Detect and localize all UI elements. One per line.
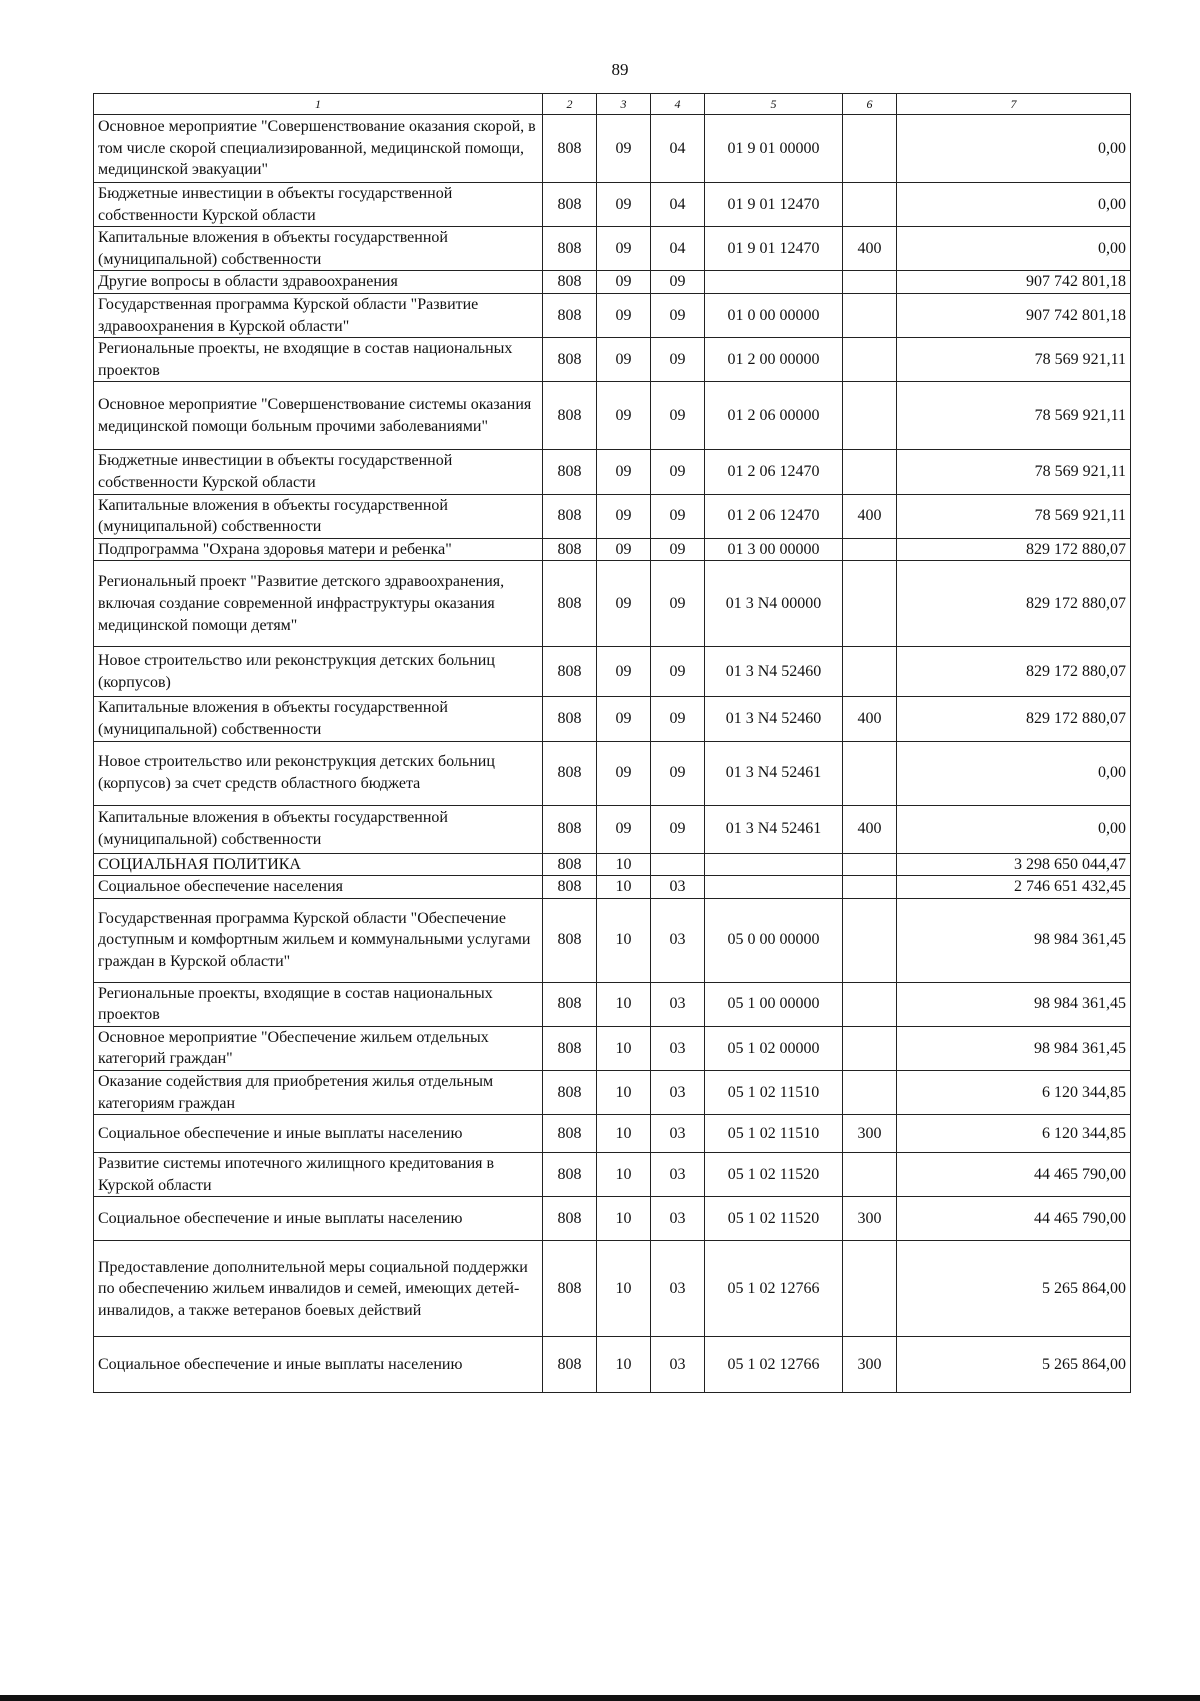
admin-code-cell: 808: [543, 1026, 597, 1070]
admin-code-cell: 808: [543, 1337, 597, 1393]
section-code-cell: 09: [597, 450, 651, 494]
amount-cell: 6 120 344,85: [897, 1115, 1131, 1153]
target-article-cell: 01 3 N4 52460: [705, 647, 843, 697]
row-name-cell: Капитальные вложения в объекты государственной (муниципальной) собственности: [94, 494, 543, 538]
expense-type-cell: 300: [843, 1197, 897, 1241]
expense-type-cell: [843, 982, 897, 1026]
amount-cell: 78 569 921,11: [897, 382, 1131, 450]
row-name-cell: Развитие системы ипотечного жилищного кредитования в Курской области: [94, 1153, 543, 1197]
target-article-cell: 05 1 02 11520: [705, 1153, 843, 1197]
subsection-code-cell: 04: [651, 115, 705, 183]
amount-cell: 78 569 921,11: [897, 450, 1131, 494]
row-name-cell: Основное мероприятие "Совершенствование оказания скорой, в том числе скорой специализированной, медицинской помощи, медицинской эвакуации": [94, 115, 543, 183]
amount-cell: 6 120 344,85: [897, 1071, 1131, 1115]
target-article-cell: [705, 853, 843, 876]
expense-type-cell: [843, 183, 897, 227]
admin-code-cell: 808: [543, 1115, 597, 1153]
table-row: [94, 1153, 1131, 1197]
subsection-code-cell: 03: [651, 1197, 705, 1241]
target-article-cell: 01 3 N4 00000: [705, 561, 843, 647]
table-row: [94, 227, 1131, 271]
table-row: [94, 1026, 1131, 1070]
subsection-code-cell: 09: [651, 647, 705, 697]
subsection-code-cell: 03: [651, 1026, 705, 1070]
subsection-code-cell: 09: [651, 338, 705, 382]
table-row: [94, 741, 1131, 805]
expense-type-cell: [843, 450, 897, 494]
target-article-cell: 01 3 N4 52461: [705, 741, 843, 805]
amount-cell: 3 298 650 044,47: [897, 853, 1131, 876]
row-name-cell: Предоставление дополнительной меры социальной поддержки по обеспечению жильем инвалидов и семей, имеющих детей-инвалидов, а также ветеранов боевых действий: [94, 1241, 543, 1337]
admin-code-cell: 808: [543, 982, 597, 1026]
target-article-cell: 01 2 06 12470: [705, 494, 843, 538]
table-body: [94, 115, 1131, 1393]
row-name-cell: СОЦИАЛЬНАЯ ПОЛИТИКА: [94, 853, 543, 876]
target-article-cell: 01 3 00 00000: [705, 538, 843, 561]
subsection-code-cell: 09: [651, 271, 705, 294]
expense-type-cell: [843, 1153, 897, 1197]
expense-type-cell: 300: [843, 1115, 897, 1153]
admin-code-cell: 808: [543, 1153, 597, 1197]
section-code-cell: 09: [597, 741, 651, 805]
section-code-cell: 09: [597, 805, 651, 853]
row-name-cell: Бюджетные инвестиции в объекты государственной собственности Курской области: [94, 183, 543, 227]
subsection-code-cell: 04: [651, 227, 705, 271]
expense-type-cell: [843, 338, 897, 382]
admin-code-cell: 808: [543, 697, 597, 741]
expense-type-cell: 400: [843, 805, 897, 853]
admin-code-cell: 808: [543, 898, 597, 982]
row-name-cell: Новое строительство или реконструкция детских больниц (корпусов): [94, 647, 543, 697]
budget-table: [93, 93, 1131, 1393]
table-row: [94, 271, 1131, 294]
target-article-cell: 01 3 N4 52460: [705, 697, 843, 741]
table-row: [94, 1115, 1131, 1153]
expense-type-cell: 300: [843, 1337, 897, 1393]
row-name-cell: Региональный проект "Развитие детского здравоохранения, включая создание современной инфраструктуры оказания медицинской помощи детям": [94, 561, 543, 647]
table-row: [94, 876, 1131, 899]
table-row: [94, 1337, 1131, 1393]
table-row: [94, 561, 1131, 647]
subsection-code-cell: 03: [651, 1241, 705, 1337]
admin-code-cell: 808: [543, 115, 597, 183]
admin-code-cell: 808: [543, 1197, 597, 1241]
target-article-cell: 05 1 02 11510: [705, 1115, 843, 1153]
subsection-code-cell: 03: [651, 898, 705, 982]
row-name-cell: Региональные проекты, не входящие в состав национальных проектов: [94, 338, 543, 382]
section-code-cell: 10: [597, 1115, 651, 1153]
section-code-cell: 09: [597, 494, 651, 538]
section-code-cell: 10: [597, 876, 651, 899]
table-row: [94, 805, 1131, 853]
target-article-cell: 01 2 06 12470: [705, 450, 843, 494]
section-code-cell: 10: [597, 1026, 651, 1070]
row-name-cell: Социальное обеспечение и иные выплаты населению: [94, 1197, 543, 1241]
amount-cell: 78 569 921,11: [897, 494, 1131, 538]
target-article-cell: 05 1 02 12766: [705, 1337, 843, 1393]
section-code-cell: 10: [597, 1241, 651, 1337]
column-number: 2: [543, 94, 597, 115]
subsection-code-cell: 04: [651, 183, 705, 227]
row-name-cell: Социальное обеспечение и иные выплаты населению: [94, 1337, 543, 1393]
expense-type-cell: [843, 115, 897, 183]
amount-cell: 829 172 880,07: [897, 697, 1131, 741]
column-number: 4: [651, 94, 705, 115]
admin-code-cell: 808: [543, 183, 597, 227]
table-row: [94, 338, 1131, 382]
section-code-cell: 09: [597, 293, 651, 337]
section-code-cell: 09: [597, 271, 651, 294]
expense-type-cell: [843, 876, 897, 899]
admin-code-cell: 808: [543, 853, 597, 876]
subsection-code-cell: 03: [651, 876, 705, 899]
section-code-cell: 10: [597, 1153, 651, 1197]
admin-code-cell: 808: [543, 1241, 597, 1337]
table-row: [94, 853, 1131, 876]
row-name-cell: Государственная программа Курской области "Обеспечение доступным и комфортным жильем и коммунальными услугами граждан в Курской области": [94, 898, 543, 982]
row-name-cell: Капитальные вложения в объекты государственной (муниципальной) собственности: [94, 697, 543, 741]
table-row: [94, 538, 1131, 561]
expense-type-cell: [843, 382, 897, 450]
section-code-cell: 10: [597, 1071, 651, 1115]
row-name-cell: Основное мероприятие "Совершенствование системы оказания медицинской помощи больным прочими заболеваниями": [94, 382, 543, 450]
column-number-row: [94, 94, 1131, 115]
amount-cell: 2 746 651 432,45: [897, 876, 1131, 899]
row-name-cell: Основное мероприятие "Обеспечение жильем отдельных категорий граждан": [94, 1026, 543, 1070]
subsection-code-cell: 09: [651, 450, 705, 494]
table-row: [94, 382, 1131, 450]
subsection-code-cell: 09: [651, 561, 705, 647]
column-number: 7: [897, 94, 1131, 115]
admin-code-cell: 808: [543, 1071, 597, 1115]
amount-cell: 907 742 801,18: [897, 271, 1131, 294]
section-code-cell: 10: [597, 1337, 651, 1393]
expense-type-cell: 400: [843, 227, 897, 271]
subsection-code-cell: 03: [651, 1115, 705, 1153]
admin-code-cell: 808: [543, 805, 597, 853]
section-code-cell: 09: [597, 382, 651, 450]
row-name-cell: Капитальные вложения в объекты государственной (муниципальной) собственности: [94, 805, 543, 853]
expense-type-cell: 400: [843, 697, 897, 741]
target-article-cell: [705, 876, 843, 899]
amount-cell: 829 172 880,07: [897, 538, 1131, 561]
target-article-cell: [705, 271, 843, 294]
row-name-cell: Другие вопросы в области здравоохранения: [94, 271, 543, 294]
amount-cell: 0,00: [897, 805, 1131, 853]
row-name-cell: Социальное обеспечение и иные выплаты населению: [94, 1115, 543, 1153]
admin-code-cell: 808: [543, 561, 597, 647]
admin-code-cell: 808: [543, 227, 597, 271]
amount-cell: 907 742 801,18: [897, 293, 1131, 337]
table-row: [94, 293, 1131, 337]
target-article-cell: 01 2 06 00000: [705, 382, 843, 450]
expense-type-cell: [843, 647, 897, 697]
table-row: [94, 115, 1131, 183]
amount-cell: 5 265 864,00: [897, 1241, 1131, 1337]
section-code-cell: 09: [597, 647, 651, 697]
target-article-cell: 01 3 N4 52461: [705, 805, 843, 853]
section-code-cell: 09: [597, 183, 651, 227]
section-code-cell: 09: [597, 697, 651, 741]
target-article-cell: 05 1 02 11520: [705, 1197, 843, 1241]
section-code-cell: 10: [597, 982, 651, 1026]
amount-cell: 98 984 361,45: [897, 898, 1131, 982]
column-number: 1: [94, 94, 543, 115]
target-article-cell: 05 1 02 00000: [705, 1026, 843, 1070]
column-number: 3: [597, 94, 651, 115]
section-code-cell: 09: [597, 115, 651, 183]
expense-type-cell: [843, 853, 897, 876]
target-article-cell: 01 0 00 00000: [705, 293, 843, 337]
amount-cell: 5 265 864,00: [897, 1337, 1131, 1393]
target-article-cell: 05 1 02 11510: [705, 1071, 843, 1115]
amount-cell: 829 172 880,07: [897, 561, 1131, 647]
table-row: [94, 450, 1131, 494]
subsection-code-cell: [651, 853, 705, 876]
expense-type-cell: [843, 293, 897, 337]
target-article-cell: 05 0 00 00000: [705, 898, 843, 982]
target-article-cell: 01 2 00 00000: [705, 338, 843, 382]
subsection-code-cell: 03: [651, 982, 705, 1026]
admin-code-cell: 808: [543, 876, 597, 899]
target-article-cell: 01 9 01 12470: [705, 227, 843, 271]
row-name-cell: Региональные проекты, входящие в состав национальных проектов: [94, 982, 543, 1026]
subsection-code-cell: 09: [651, 293, 705, 337]
subsection-code-cell: 09: [651, 805, 705, 853]
table-row: [94, 1071, 1131, 1115]
table-row: [94, 982, 1131, 1026]
column-number: 5: [705, 94, 843, 115]
row-name-cell: Подпрограмма "Охрана здоровья матери и ребенка": [94, 538, 543, 561]
row-name-cell: Бюджетные инвестиции в объекты государственной собственности Курской области: [94, 450, 543, 494]
row-name-cell: Государственная программа Курской области "Развитие здравоохранения в Курской области": [94, 293, 543, 337]
table-row: [94, 1197, 1131, 1241]
section-code-cell: 10: [597, 853, 651, 876]
section-code-cell: 10: [597, 1197, 651, 1241]
admin-code-cell: 808: [543, 338, 597, 382]
row-name-cell: Оказание содействия для приобретения жилья отдельным категориям граждан: [94, 1071, 543, 1115]
subsection-code-cell: 03: [651, 1153, 705, 1197]
section-code-cell: 09: [597, 338, 651, 382]
admin-code-cell: 808: [543, 741, 597, 805]
amount-cell: 44 465 790,00: [897, 1197, 1131, 1241]
section-code-cell: 10: [597, 898, 651, 982]
admin-code-cell: 808: [543, 382, 597, 450]
subsection-code-cell: 03: [651, 1337, 705, 1393]
amount-cell: 98 984 361,45: [897, 1026, 1131, 1070]
row-name-cell: Капитальные вложения в объекты государственной (муниципальной) собственности: [94, 227, 543, 271]
target-article-cell: 05 1 00 00000: [705, 982, 843, 1026]
target-article-cell: 05 1 02 12766: [705, 1241, 843, 1337]
subsection-code-cell: 09: [651, 741, 705, 805]
expense-type-cell: [843, 1241, 897, 1337]
table-row: [94, 1241, 1131, 1337]
admin-code-cell: 808: [543, 293, 597, 337]
expense-type-cell: [843, 741, 897, 805]
amount-cell: 98 984 361,45: [897, 982, 1131, 1026]
admin-code-cell: 808: [543, 271, 597, 294]
admin-code-cell: 808: [543, 647, 597, 697]
expense-type-cell: [843, 1026, 897, 1070]
subsection-code-cell: 09: [651, 494, 705, 538]
expense-type-cell: 400: [843, 494, 897, 538]
table-row: [94, 697, 1131, 741]
section-code-cell: 09: [597, 538, 651, 561]
subsection-code-cell: 09: [651, 538, 705, 561]
admin-code-cell: 808: [543, 538, 597, 561]
expense-type-cell: [843, 538, 897, 561]
table-row: [94, 898, 1131, 982]
table-row: [94, 647, 1131, 697]
target-article-cell: 01 9 01 00000: [705, 115, 843, 183]
section-code-cell: 09: [597, 561, 651, 647]
amount-cell: 78 569 921,11: [897, 338, 1131, 382]
subsection-code-cell: 09: [651, 697, 705, 741]
admin-code-cell: 808: [543, 450, 597, 494]
amount-cell: 829 172 880,07: [897, 647, 1131, 697]
expense-type-cell: [843, 561, 897, 647]
amount-cell: 0,00: [897, 115, 1131, 183]
subsection-code-cell: 09: [651, 382, 705, 450]
scan-edge: [0, 1695, 1200, 1701]
row-name-cell: Новое строительство или реконструкция детских больниц (корпусов) за счет средств областного бюджета: [94, 741, 543, 805]
column-number: 6: [843, 94, 897, 115]
table-row: [94, 183, 1131, 227]
expense-type-cell: [843, 271, 897, 294]
expense-type-cell: [843, 1071, 897, 1115]
section-code-cell: 09: [597, 227, 651, 271]
amount-cell: 0,00: [897, 183, 1131, 227]
amount-cell: 44 465 790,00: [897, 1153, 1131, 1197]
page-number: 89: [611, 60, 629, 79]
amount-cell: 0,00: [897, 227, 1131, 271]
amount-cell: 0,00: [897, 741, 1131, 805]
expense-type-cell: [843, 898, 897, 982]
row-name-cell: Социальное обеспечение населения: [94, 876, 543, 899]
target-article-cell: 01 9 01 12470: [705, 183, 843, 227]
table-row: [94, 494, 1131, 538]
admin-code-cell: 808: [543, 494, 597, 538]
subsection-code-cell: 03: [651, 1071, 705, 1115]
